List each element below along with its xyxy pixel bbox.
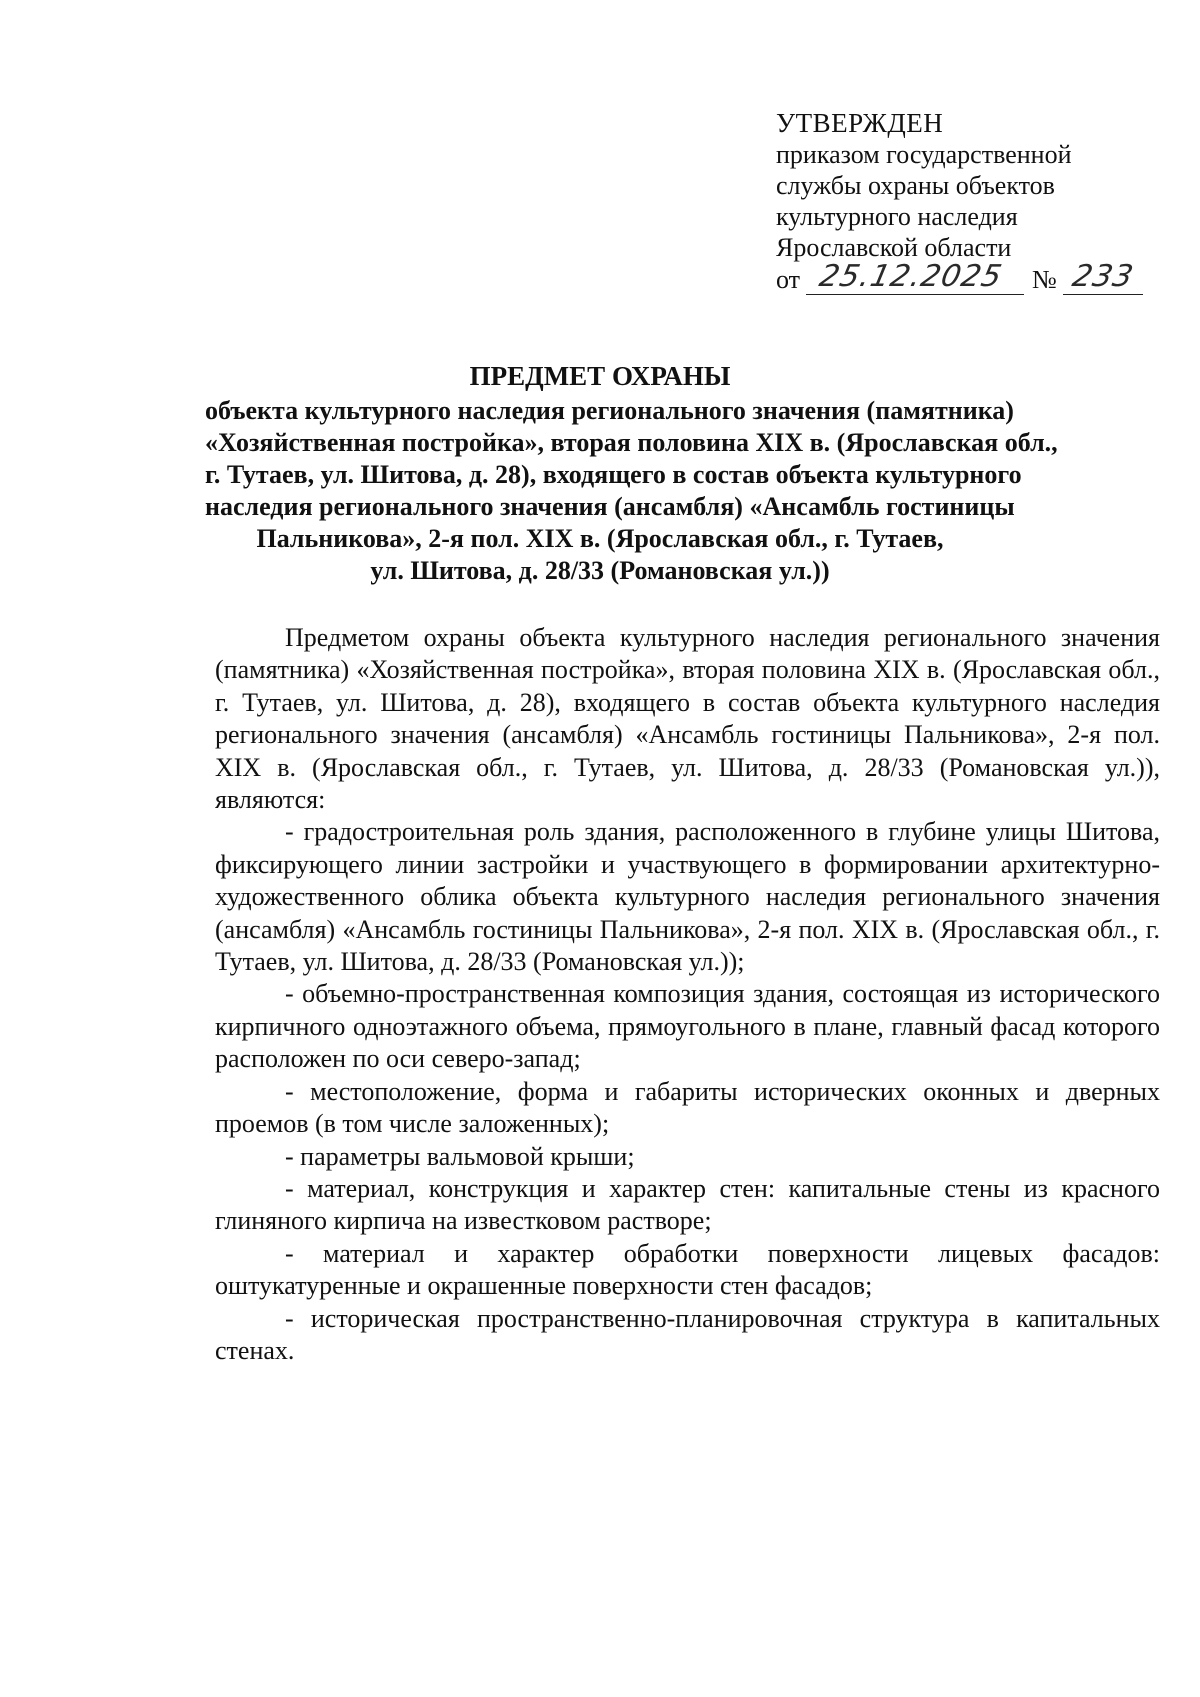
list-item: - градостроительная роль здания, расположенного в глубине улицы Шитова, фиксирующего линии застройки и участвующего в формировании архитектурно-художественного облика объекта культурного наследия регионального значения (ансамбля) «Ансамбль гостиницы Пальникова», 2-я пол. XIX в. (Ярославская обл., г. Тутаев, ул. Шитова, д. 28/33 (Романовская ул.));: [215, 817, 1160, 977]
intro-paragraph: Предметом охраны объекта культурного наследия регионального значения (памятника) «Хозяйственная постройка», вторая половина XIX в. (Ярославская обл., г. Тутаев, ул. Шитова, д. 28), входящего в состав объекта культурного наследия регионального значения (ансамбля) «Ансамбль гостиницы Пальникова», 2-я пол. XIX в. (Ярославская обл., г. Тутаев, ул. Шитова, д. 28/33 (Романовская ул.)), являются:: [215, 623, 1160, 815]
approval-line: культурного наследия: [776, 202, 1018, 231]
title-line: наследия регионального значения (ансамбля) «Ансамбль гостиницы: [205, 492, 1015, 521]
title-line: ул. Шитова, д. 28/33 (Романовская ул.)): [370, 556, 830, 585]
approval-line: приказом государственной: [776, 140, 1072, 169]
order-number-field: [1063, 259, 1143, 295]
title-line: Пальникова», 2-я пол. XIX в. (Ярославская обл., г. Тутаев,: [256, 524, 944, 553]
order-date-handwritten: 25.12.2025: [816, 259, 1006, 294]
order-date-number-row: [776, 259, 1156, 295]
list-item: - местоположение, форма и габариты исторических оконных и дверных проемов (в том числе заложенных);: [215, 1076, 1160, 1139]
approval-line: Ярославской области: [776, 233, 1012, 262]
approval-heading: УТВЕРЖДЕН: [776, 108, 944, 138]
title-line: «Хозяйственная постройка», вторая половина XIX в. (Ярославская обл.,: [205, 428, 1058, 457]
date-prefix: от: [776, 265, 801, 294]
title-line: г. Тутаев, ул. Шитова, д. 28), входящего в состав объекта культурного: [205, 460, 1022, 489]
order-date-field: [806, 259, 1024, 295]
number-prefix: №: [1032, 265, 1057, 294]
list-item: - параметры вальмовой крыши;: [285, 1141, 635, 1171]
list-item: - материал и характер обработки поверхности лицевых фасадов: оштукатуренные и окрашенные поверхности стен фасадов;: [215, 1238, 1160, 1301]
list-item: - историческая пространственно-планировочная структура в капитальных стенах.: [215, 1303, 1160, 1365]
approval-line: службы охраны объектов: [776, 171, 1055, 200]
approval-stamp-block: [776, 108, 1156, 295]
document-body: [215, 622, 1160, 1367]
list-item: - объемно-пространственная композиция здания, состоящая из исторического кирпичного одноэтажного объема, прямоугольного в плане, главный фасад которого расположен по оси северо-запад;: [215, 979, 1160, 1074]
title-line: объекта культурного наследия регионального значения (памятника): [205, 396, 1014, 425]
document-title: ПРЕДМЕТ ОХРАНЫ: [469, 361, 731, 391]
list-item: - материал, конструкция и характер стен: капитальные стены из красного глиняного кирпича на известковом растворе;: [215, 1173, 1160, 1236]
order-number-handwritten: 233: [1069, 259, 1137, 294]
document-title-block: [205, 360, 1058, 587]
